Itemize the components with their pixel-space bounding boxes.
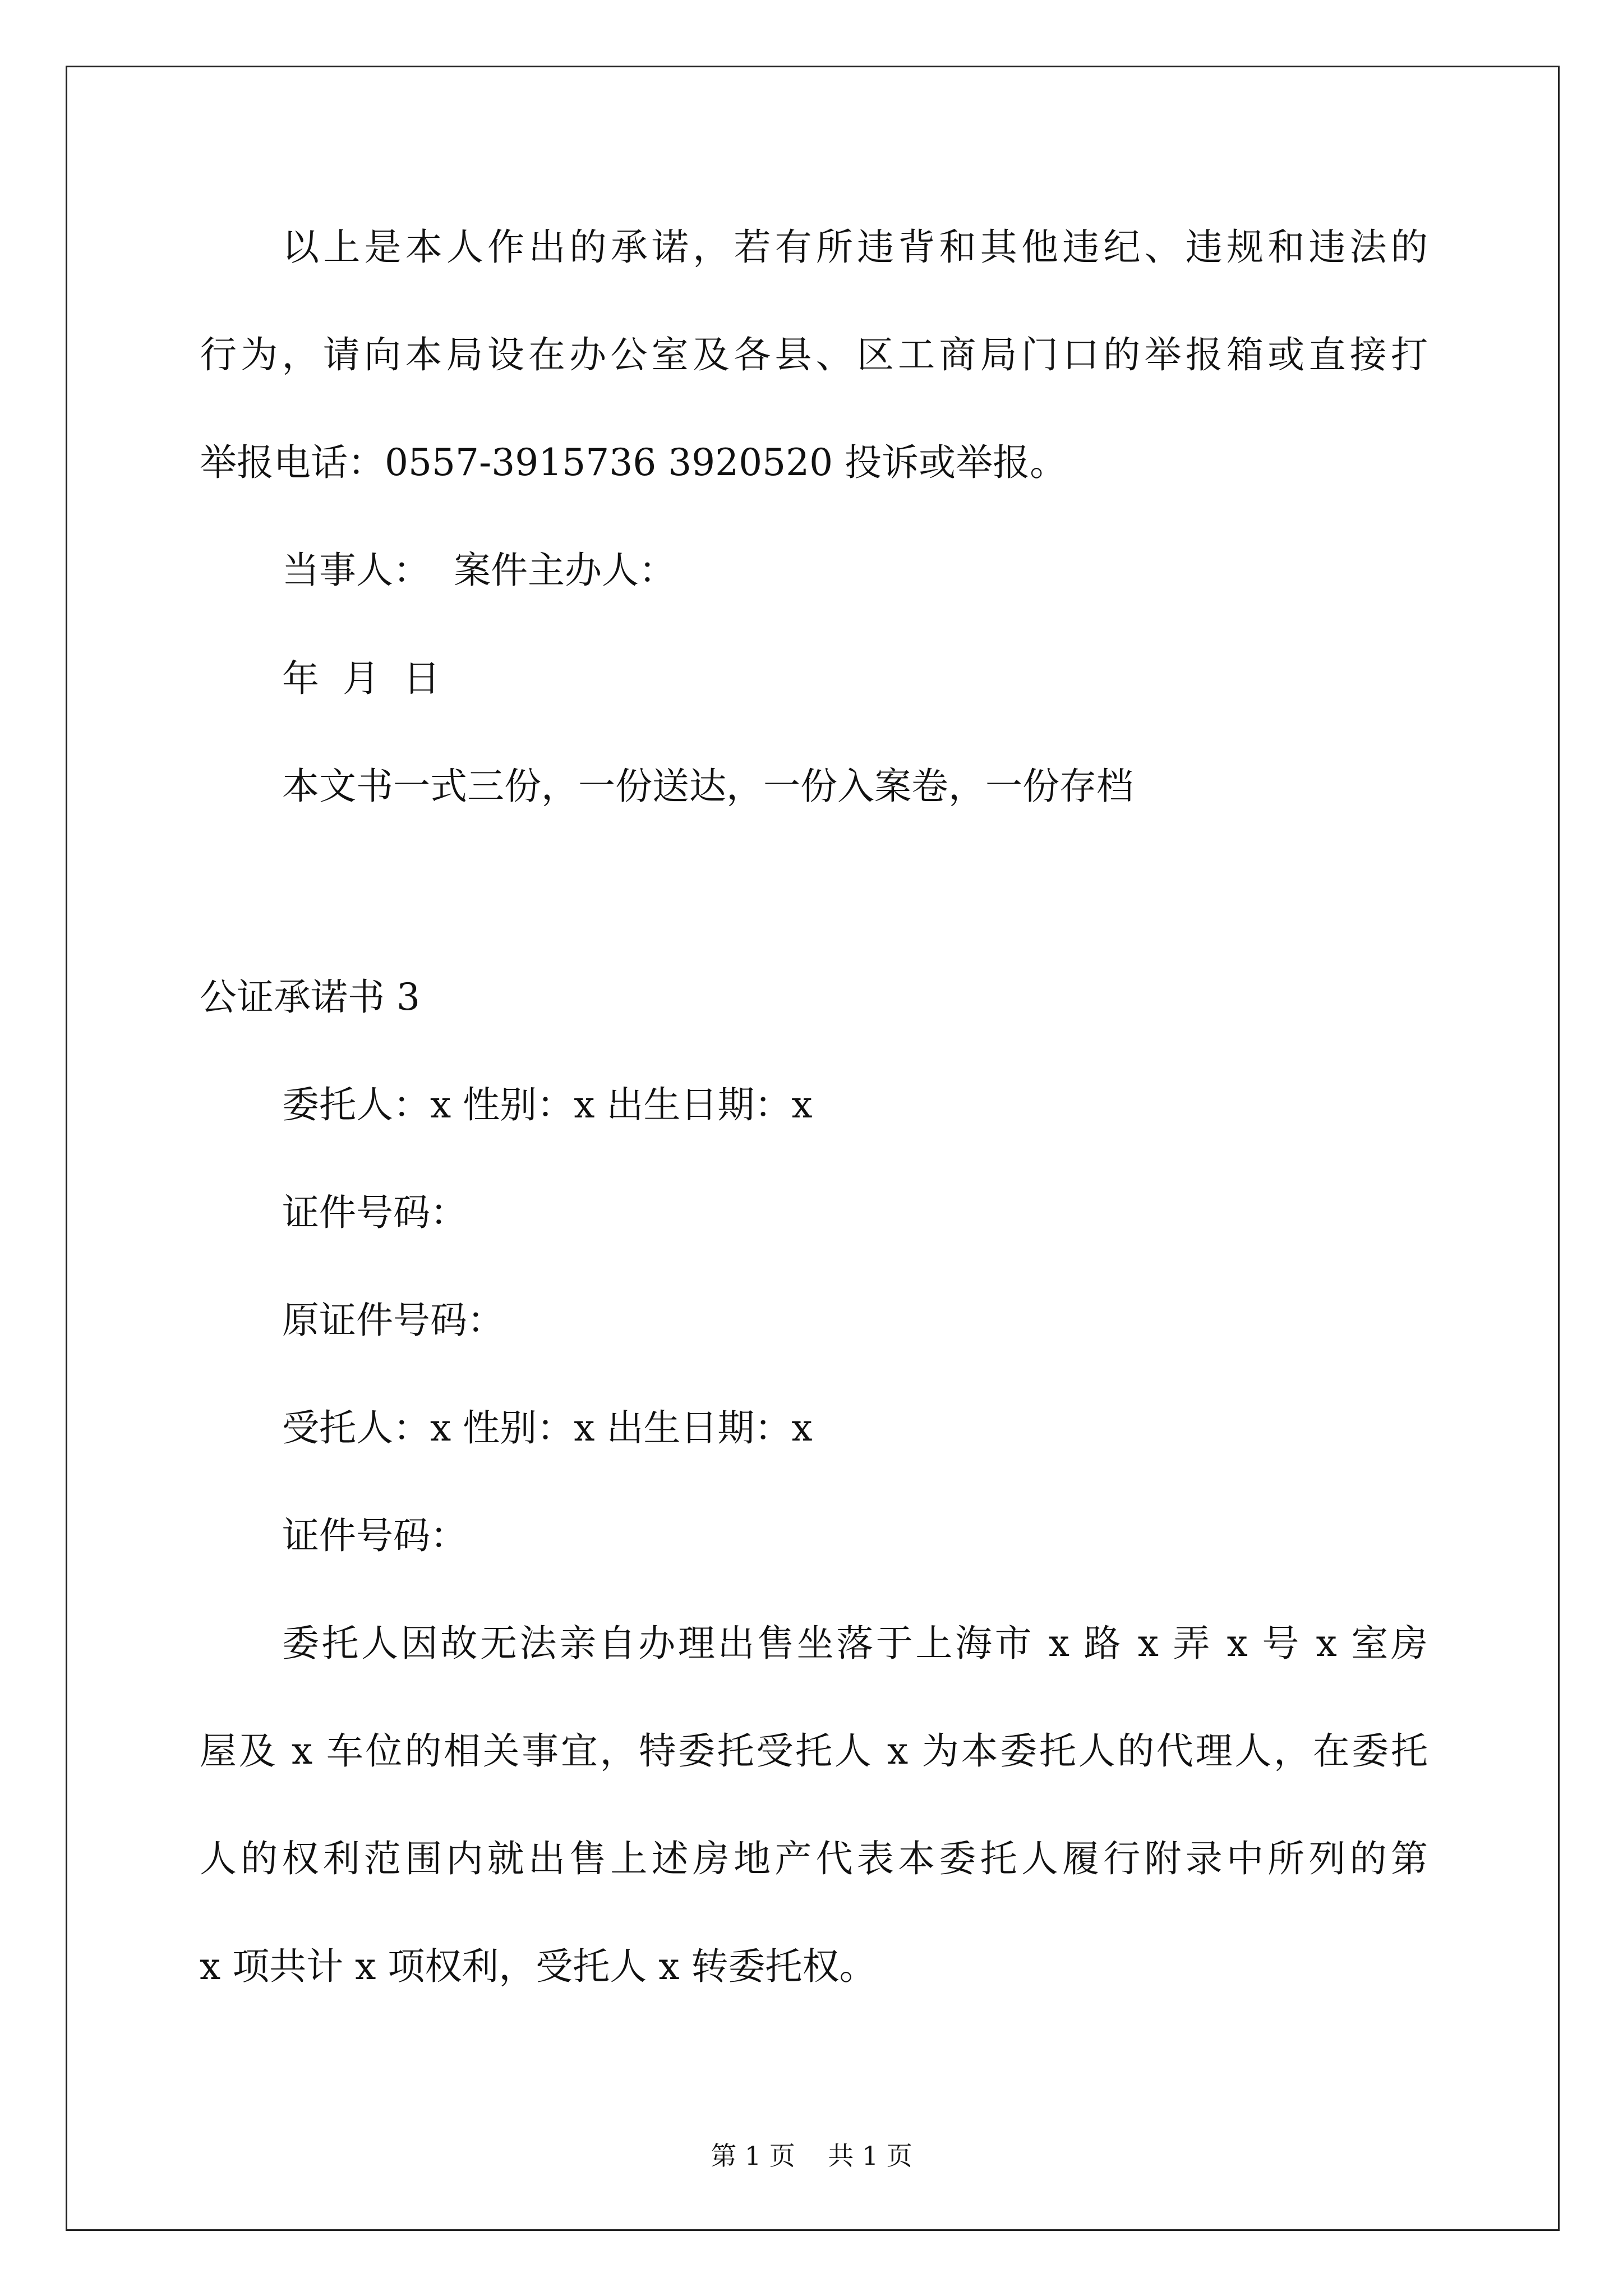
text-line-16: x 项共计 x 项权利，受托人 x 转委托权。 (200, 1945, 877, 1988)
text-line-5: 年 月 日 (282, 657, 440, 700)
text-line-14: 屋及 x 车位的相关事宜，特委托受托人 x 为本委托人的代理人，在委托 (200, 1729, 1428, 1773)
page-border (66, 66, 1560, 2231)
text-line-6: 本文书一式三份，一份送达，一份入案卷，一份存档 (282, 765, 1133, 808)
text-line-1: 以上是本人作出的承诺，若有所违背和其他违纪、违规和违法的 (282, 226, 1428, 269)
text-line-9: 证件号码： (282, 1191, 467, 1234)
text-line-12: 证件号码： (282, 1514, 467, 1557)
section-heading: 公证承诺书 3 (200, 976, 420, 1019)
text-line-3: 举报电话：0557-3915736 3920520 投诉或举报。 (200, 441, 1067, 484)
text-line-15: 人的权利范围内就出售上述房地产代表本委托人履行附录中所列的第 (200, 1837, 1428, 1880)
text-line-8: 委托人：x 性别：x 出生日期：x (282, 1083, 813, 1126)
text-line-10: 原证件号码： (282, 1299, 504, 1342)
text-line-4: 当事人： 案件主办人： (282, 549, 676, 592)
text-line-2: 行为，请向本局设在办公室及各县、区工商局门口的举报箱或直接打 (200, 333, 1428, 376)
text-line-13: 委托人因故无法亲自办理出售坐落于上海市 x 路 x 弄 x 号 x 室房 (282, 1622, 1428, 1665)
page-footer: 第 1 页 共 1 页 (711, 2141, 912, 2171)
text-line-11: 受托人：x 性别：x 出生日期：x (282, 1406, 813, 1450)
